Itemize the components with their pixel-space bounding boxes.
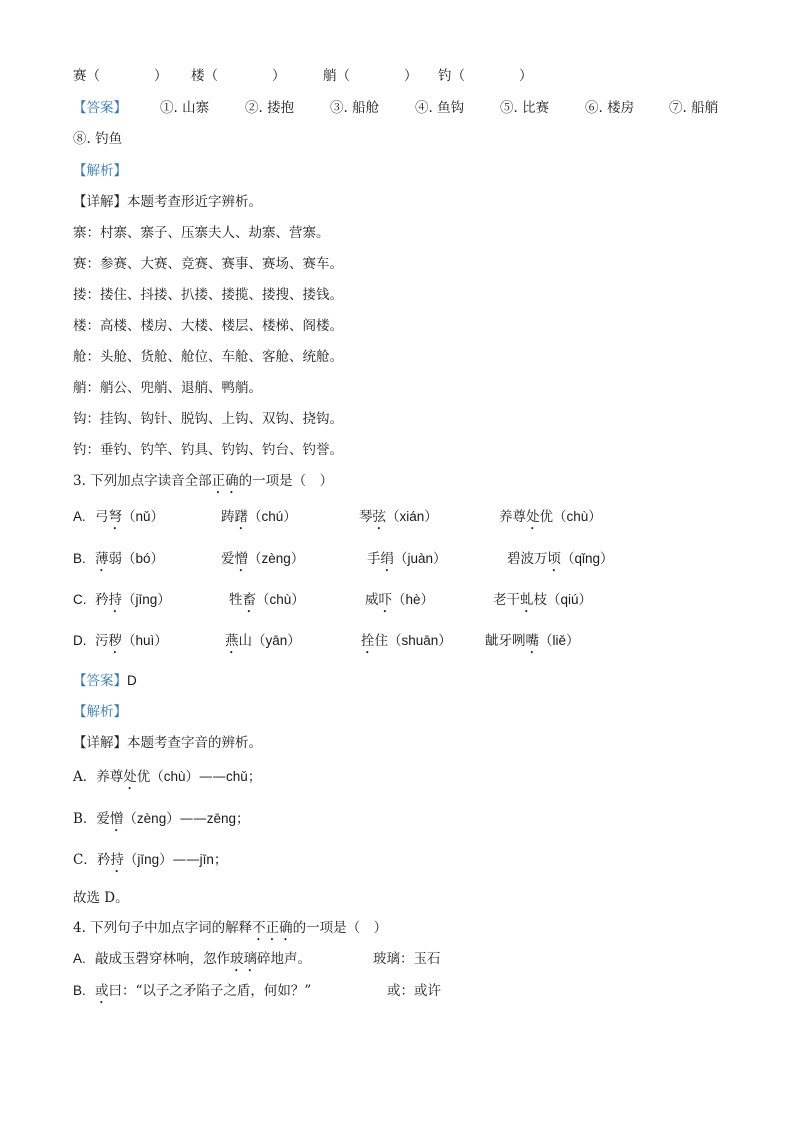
word-group: 赛：参赛、大赛、竞赛、赛事、赛场、赛车。 [73,256,343,272]
option-sentence: 敲成玉磬穿林响，忽作玻璃碎地声。 [95,951,311,967]
option-item: 踌躇（chú） [221,509,297,525]
option-gloss: 玻璃：玉石 [373,951,441,967]
word-group: 寨：村寨、寨子、压寨夫人、劫寨、营寨。 [73,225,330,241]
option-item: 手绢（juàn） [367,551,447,567]
blank-item: 楼（ ） [191,68,286,84]
answer-item: ②. 搂抱 [245,100,295,116]
option-letter: D. [73,633,87,648]
q4-option-b [73,981,753,1001]
option-item: 污秽（huì） [95,633,168,649]
option-row-a [73,507,753,527]
option-row-b [73,549,753,569]
word-group: 钓：垂钓、钓竿、钓具、钓钩、钓台、钓誉。 [73,442,343,458]
word-group: 搂：搂住、抖搂、扒搂、搂揽、搂搜、搂钱。 [73,287,343,303]
option-item: 碧波万顷（qǐng） [507,551,614,567]
option-item: 薄弱（bó） [95,551,165,567]
word-group: 艄：艄公、兜艄、退艄、鸭艄。 [73,380,262,396]
answer-item: ④. 鱼钩 [415,100,465,116]
option-row-d [73,631,753,651]
option-item: 牲畜（chù） [229,592,305,608]
detail-label: 【详解】 [73,735,127,751]
blank-item: 钓（ ） [438,68,533,84]
word-group: 楼：高楼、楼房、大楼、楼层、楼梯、阁楼。 [73,318,343,334]
answer-value: D [127,673,137,688]
fill-blanks-row [73,66,753,86]
answer-item: ⑦. 船艄 [669,100,719,116]
option-item: 爱憎（zèng） [221,551,305,567]
option-item: 拴住（shuān） [361,633,452,649]
answer-item: ③. 船舱 [330,100,380,116]
answer-wrap: ⑧. 钓鱼 [73,131,123,147]
blank-item: 艄（ ） [323,68,418,84]
correction-line: A．养尊处优（chù）——chǔ； [73,769,262,785]
detail-line [73,192,262,212]
question-4-stem: 4. 下列句子中加点字词的解释不正确的一项是（ ） [73,920,388,936]
option-letter: B. [73,983,86,998]
question-3-stem: 3. 下列加点字读音全部正确的一项是（ ） [73,473,334,489]
q3-answer-row [73,671,137,691]
answer-label: 【答案】 [73,673,127,689]
blank-item: 赛（ ） [73,68,168,84]
option-item: 老干虬枝（qiú） [493,592,593,608]
stem-emphasis: 正确 [211,473,239,489]
answer-item: ⑤. 比赛 [500,100,550,116]
option-item: 弓弩（nǔ） [95,509,165,525]
correction-line: B．爱憎（zèng）——zēng； [73,811,250,827]
word-group: 钩：挂钩、钩针、脱钩、上钩、双钩、挠钩。 [73,411,343,427]
detail-line [73,733,262,753]
answer-label: 【答案】 [73,100,127,116]
answer-item: ①. 山寨 [160,100,210,116]
detail-text: 本题考查字音的辨析。 [127,735,262,751]
answer-item: ⑥. 楼房 [585,100,635,116]
option-row-c [73,590,753,610]
answer-row [73,98,753,118]
option-letter: A. [73,509,86,524]
option-sentence: 或曰：“以子之矛陷子之盾，何如？” [95,983,312,999]
option-letter: A. [73,951,86,966]
option-item: 养尊处优（chù） [499,509,602,525]
option-item: 燕山（yān） [225,633,301,649]
conclusion: 故选 D。 [73,890,129,906]
correction-line: C．矜持（jīng）——jīn； [73,852,228,868]
option-gloss: 或：或许 [387,983,441,999]
word-group: 舱：头舱、货舱、舱位、车舱、客舱、统舱。 [73,349,343,365]
detail-label: 【详解】 [73,194,127,210]
option-letter: B. [73,551,86,566]
option-item: 威吓（hè） [365,592,435,608]
analysis-label: 【解析】 [73,704,127,720]
stem-emphasis: 不正确 [252,920,293,936]
analysis-label: 【解析】 [73,163,127,179]
option-item: 龇牙咧嘴（liě） [485,633,580,649]
q4-option-a [73,949,753,969]
option-letter: C. [73,592,87,607]
option-item: 琴弦（xián） [359,509,438,525]
option-item: 矜持（jīng） [95,592,171,608]
detail-text: 本题考查形近字辨析。 [127,194,262,210]
